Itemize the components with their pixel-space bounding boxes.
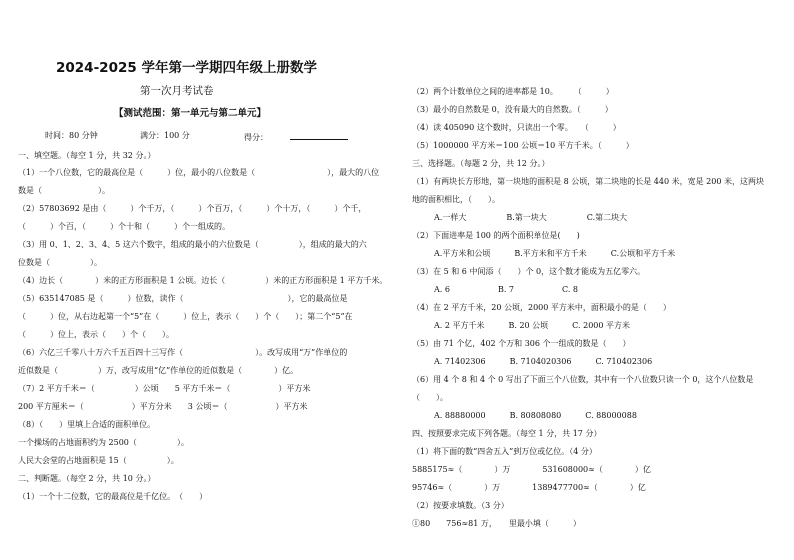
exam-title: 2024-2025 学年第一学期四年级上册数学	[56, 60, 317, 76]
right-line: 95746≈（ ）万 1389477700≈（ ）亿	[412, 483, 646, 492]
test-range: 【测试范围：第一单元与第二单元】	[114, 108, 267, 119]
right-line: （3）最小的自然数是 0，没有最大的自然数。（ ）	[412, 105, 613, 114]
right-line: （6）用 4 个 8 和 4 个 0 写出了下面三个八位数，其中有一个八位数只读一个 0，这个八位数是	[412, 375, 754, 384]
meta-time: 时间：80 分钟	[45, 131, 98, 140]
right-line: 三、选择题。（每题 2 分，共 12 分。）	[412, 159, 550, 168]
right-line: （2）两个计数单位之间的进率都是 10。 （ ）	[412, 87, 614, 96]
right-line: （2）按要求填数。（3 分）	[412, 501, 509, 510]
right-line: （5）1000000 平方米＝100 公顷＝10 平方千米。（ ）	[412, 141, 634, 150]
left-line: （5）635147085 是（ ）位数，读作（ ），它的最高位是	[18, 294, 348, 303]
right-line: （5）由 71 个亿，402 个万和 306 个一组成的数是（ ）	[412, 339, 631, 348]
right-line: （2）下面进率是 100 的两个面积单位是( )	[412, 231, 580, 240]
meta-get-label: 得分：	[244, 133, 268, 142]
right-line: A. 71402306 B. 7104020306 C. 710402306	[434, 357, 653, 366]
left-line: （ ）位，从右边起第一个“5”在（ ）位上，表示（ ）个（ ）；第二个“5”在	[18, 312, 353, 321]
left-line: 数是（ ）。	[18, 186, 110, 195]
right-line: （ ）。	[412, 393, 448, 402]
right-line: 5885175≈（ ）万 531608000≈（ ）亿	[412, 465, 651, 474]
left-line: 200 平方厘米＝（ ）平方分米 3 公顷＝（ ）平方米	[18, 402, 308, 411]
left-line: （7）2 平方千米＝（ ）公顷 5 平方千米＝（ ）平方米	[18, 384, 311, 393]
right-line: A.平方米和公顷 B.平方米和平方千米 C.公顷和平方千米	[434, 249, 676, 258]
right-line: ①80 756≈81 万， 里最小填（ ）	[412, 519, 581, 528]
left-line: （2）57803692 是由（ ）个千万，（ ）个百万，（ ）个十万，（ ）个千，	[18, 204, 367, 213]
right-line: A. 88880000 B. 80808080 C. 88000088	[434, 411, 637, 420]
left-line: 近似数是（ ）万，改写成用“亿”作单位的近似数是（ ）亿。	[18, 366, 299, 375]
left-line: 二、判断题。（每空 2 分，共 10 分。）	[18, 474, 156, 483]
left-line: 一个操场的占地面积约为 2500（ ）。	[18, 438, 189, 447]
meta-score: 满分：100 分	[140, 131, 190, 140]
left-line: 一、填空题。（每空 1 分，共 32 分。）	[18, 151, 156, 160]
left-line: 人民大会堂的占地面积是 15（ ）。	[18, 456, 179, 465]
right-line: A.一样大 B.第一块大 C.第二块大	[434, 213, 628, 222]
right-line: （4）读 405090 这个数时，只读出一个零。 （ ）	[412, 123, 621, 132]
exam-subtitle: 第一次月考试卷	[140, 85, 214, 97]
left-line: （ ）位上，表示（ ）个（ ）。	[18, 330, 174, 339]
left-line: （1）一个十二位数，它的最高位是千亿位。 （ ）	[18, 492, 208, 501]
right-line: A. 2 平方千米 B. 20 公顷 C. 2000 平方米	[434, 321, 631, 330]
right-line: （1）有两块长方形地，第一块地的面积是 8 公顷，第二块地的长是 440 米，宽是 200 米，这两块	[412, 177, 764, 186]
right-column	[412, 0, 782, 560]
right-line: A. 6 B. 7 C. 8	[434, 285, 579, 294]
right-line: （3）在 5 和 6 中间添（ ）个 0，这个数才能成为五亿零六。	[412, 267, 646, 276]
meta-get-score	[244, 131, 348, 143]
right-line: （1）将下面的数“四舍五入”到万位或亿位。（4 分）	[412, 447, 597, 456]
right-line: 地的面积相比，（ ）。	[412, 195, 500, 204]
left-line: （8）（ ）里填上合适的面积单位。	[18, 420, 156, 429]
score-blank-line	[290, 131, 348, 140]
left-line: （3）用 0、1、2、3、4、5 这六个数字，组成的最小的六位数是（ ），组成的最大的六	[18, 240, 367, 249]
right-line: 四、按照要求完成下列各题。（每空 1 分，共 17 分）	[412, 429, 602, 438]
right-line: （4）在 2 平方千米，20 公顷，2000 平方米中，面积最小的是（ ）	[412, 303, 671, 312]
left-line: （6）六亿三千零八十万六千五百四十三写作（ ）。改写成用“万”作单位的	[18, 348, 348, 357]
left-line: （ ）个百，（ ）个十和（ ）个一组成的。	[18, 222, 230, 231]
left-line: （1）一个八位数，它的最高位是（ ）位，最小的八位数是（ ），最大的八位	[18, 168, 380, 177]
left-column	[18, 0, 388, 560]
left-line: （4）边长（ ）米的正方形面积是 1 公顷。边长（ ）米的正方形面积是 1 平方千米。	[18, 276, 388, 285]
left-line: 位数是（ ）。	[18, 258, 102, 267]
